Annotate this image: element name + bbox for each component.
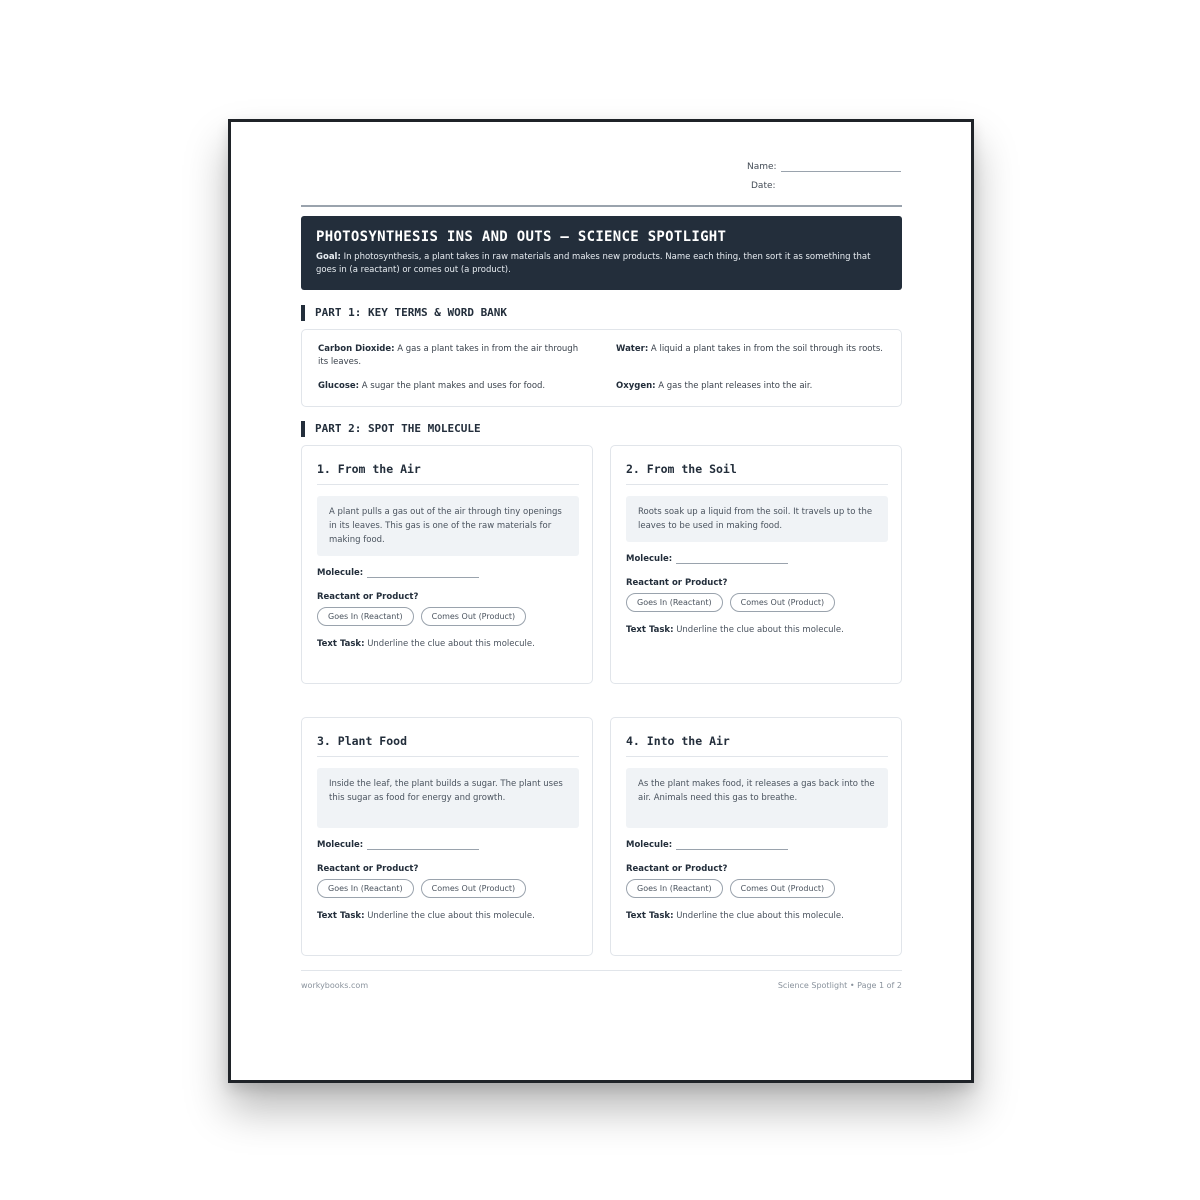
molecule-label: Molecule:: [317, 568, 364, 578]
date-label: Date:: [751, 181, 776, 191]
word-bank: [301, 329, 902, 407]
comes-out-option[interactable]: Comes Out (Product): [421, 879, 527, 898]
text-task-body: Underline the clue about this molecule.: [364, 639, 535, 649]
name-row: [747, 162, 901, 172]
text-task: [626, 625, 844, 635]
text-task: [317, 639, 535, 649]
goal-label: Goal:: [316, 252, 341, 262]
molecule-answer-line[interactable]: [676, 555, 788, 564]
comes-out-option[interactable]: Comes Out (Product): [421, 607, 527, 626]
name-line[interactable]: [781, 163, 901, 172]
comes-out-option[interactable]: Comes Out (Product): [730, 879, 836, 898]
text-task-label: Text Task:: [626, 911, 674, 921]
term-label: Glucose:: [318, 381, 360, 391]
goal-text: [316, 251, 887, 277]
card-passage[interactable]: Roots soak up a liquid from the soil. It travels up to the leaves to be used in making food.: [626, 496, 888, 542]
card-title: 3. Plant Food: [317, 734, 579, 757]
molecule-row: [626, 554, 788, 564]
goes-in-option[interactable]: Goes In (Reactant): [317, 607, 414, 626]
molecule-row: [626, 840, 788, 850]
molecule-label: Molecule:: [317, 840, 364, 850]
header-divider: [301, 205, 902, 207]
comes-out-option[interactable]: Comes Out (Product): [730, 593, 836, 612]
text-task-label: Text Task:: [317, 639, 365, 649]
title-banner: [301, 216, 902, 290]
molecule-label: Molecule:: [626, 554, 673, 564]
text-task-body: Underline the clue about this molecule.: [673, 911, 844, 921]
term-definition: A gas the plant releases into the air.: [655, 381, 813, 391]
term-carbon-dioxide: [318, 343, 588, 369]
term-definition: A liquid a plant takes in from the soil through its roots.: [648, 344, 883, 354]
term-oxygen: [616, 380, 886, 393]
molecule-row: [317, 568, 479, 578]
goal-body: In photosynthesis, a plant takes in raw materials and makes new products. Name each thing, then sort it as something that goes in (a reactant) or comes out (a product).: [316, 252, 871, 275]
reactant-product-options: [317, 879, 526, 898]
part2-heading: PART 2: SPOT THE MOLECULE: [301, 421, 902, 437]
footer-page-info: Science Spotlight • Page 1 of 2: [777, 981, 902, 990]
date-row: [751, 181, 776, 191]
card-title: 4. Into the Air: [626, 734, 888, 757]
footer-site: workybooks.com: [301, 981, 369, 990]
molecule-card-1: [301, 445, 593, 684]
text-task-label: Text Task:: [626, 625, 674, 635]
molecule-label: Molecule:: [626, 840, 673, 850]
term-water: [616, 343, 886, 356]
term-definition: A sugar the plant makes and uses for food.: [359, 381, 546, 391]
name-label: Name:: [747, 162, 777, 172]
footer-divider: [301, 970, 902, 971]
card-passage[interactable]: A plant pulls a gas out of the air through tiny openings in its leaves. This gas is one of the raw materials for making food.: [317, 496, 579, 556]
text-task-body: Underline the clue about this molecule.: [673, 625, 844, 635]
reactant-product-options: [317, 607, 526, 626]
reactant-product-options: [626, 879, 835, 898]
reactant-product-label: Reactant or Product?: [626, 578, 728, 588]
card-title: 2. From the Soil: [626, 462, 888, 485]
goes-in-option[interactable]: Goes In (Reactant): [317, 879, 414, 898]
molecule-row: [317, 840, 479, 850]
reactant-product-label: Reactant or Product?: [317, 864, 419, 874]
molecule-answer-line[interactable]: [367, 569, 479, 578]
worksheet-page: [228, 119, 974, 1083]
molecule-card-3: [301, 717, 593, 956]
card-passage[interactable]: Inside the leaf, the plant builds a sugar. The plant uses this sugar as food for energy and growth.: [317, 768, 579, 828]
term-label: Oxygen:: [616, 381, 656, 391]
molecule-answer-line[interactable]: [367, 841, 479, 850]
text-task-body: Underline the clue about this molecule.: [364, 911, 535, 921]
term-definition: A gas a plant takes in from the air through its leaves.: [318, 344, 579, 367]
molecule-answer-line[interactable]: [676, 841, 788, 850]
text-task-label: Text Task:: [317, 911, 365, 921]
page-content: [301, 122, 902, 1080]
worksheet-title: PHOTOSYNTHESIS INS AND OUTS — SCIENCE SPOTLIGHT: [316, 229, 727, 245]
reactant-product-options: [626, 593, 835, 612]
term-label: Water:: [616, 344, 649, 354]
goes-in-option[interactable]: Goes In (Reactant): [626, 593, 723, 612]
text-task: [317, 911, 535, 921]
molecule-card-2: [610, 445, 902, 684]
term-label: Carbon Dioxide:: [318, 344, 395, 354]
term-glucose: [318, 380, 588, 393]
card-passage[interactable]: As the plant makes food, it releases a gas back into the air. Animals need this gas to breathe.: [626, 768, 888, 828]
text-task: [626, 911, 844, 921]
reactant-product-label: Reactant or Product?: [626, 864, 728, 874]
goes-in-option[interactable]: Goes In (Reactant): [626, 879, 723, 898]
molecule-card-4: [610, 717, 902, 956]
part1-heading: PART 1: KEY TERMS & WORD BANK: [301, 305, 902, 321]
reactant-product-label: Reactant or Product?: [317, 592, 419, 602]
card-title: 1. From the Air: [317, 462, 579, 485]
